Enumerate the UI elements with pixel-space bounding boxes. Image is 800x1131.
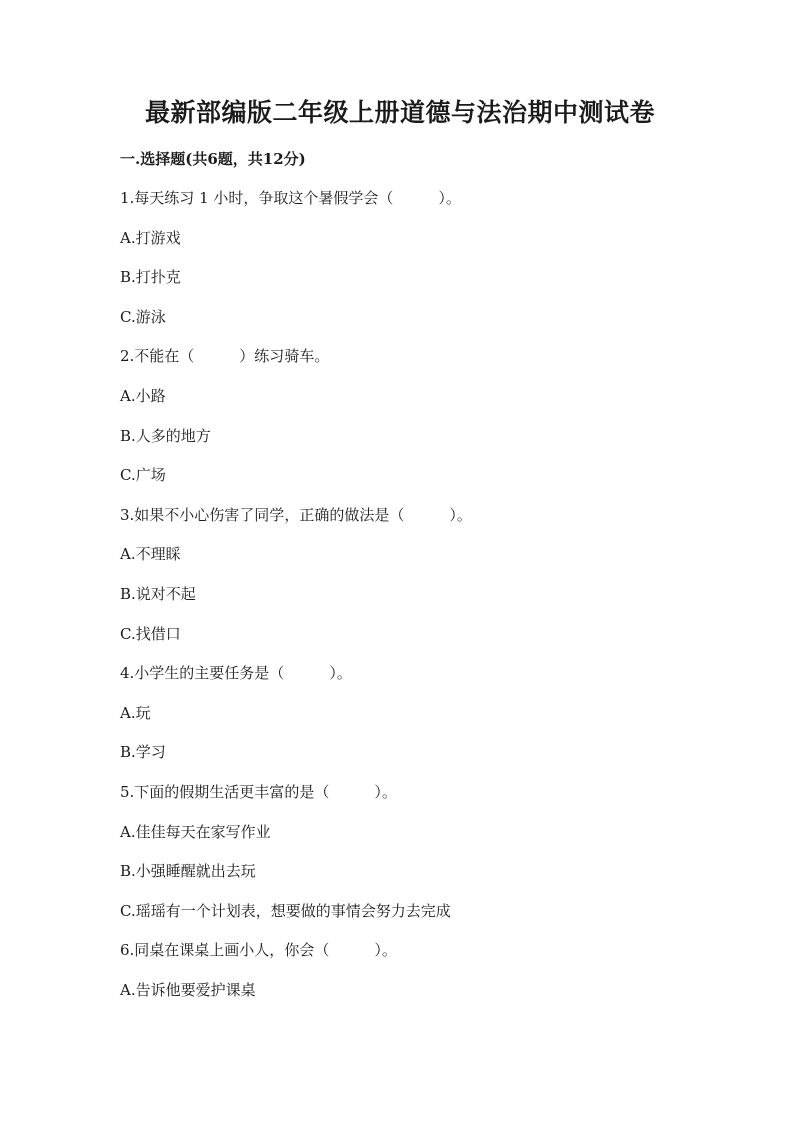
section-heading: 一.选择题(共6题，共12分) <box>120 150 306 168</box>
question-4-option-b: B.学习 <box>120 743 166 762</box>
question-3-stem: 3.如果不小心伤害了同学，正确的做法是（ ）。 <box>120 505 472 524</box>
question-3-option-b: B.说对不起 <box>120 584 196 603</box>
question-3-option-a: A.不理睬 <box>120 545 181 564</box>
question-4-stem: 4.小学生的主要任务是（ ）。 <box>120 664 352 683</box>
question-1-option-a: A.打游戏 <box>120 228 181 247</box>
page-title: 最新部编版二年级上册道德与法治期中测试卷 <box>144 98 655 127</box>
question-5-option-a: A.佳佳每天在家写作业 <box>120 822 271 841</box>
question-1-option-b: B.打扑克 <box>120 268 181 287</box>
question-2-stem: 2.不能在（ ）练习骑车。 <box>120 347 330 366</box>
question-6-option-a: A.告诉他要爱护课桌 <box>120 980 256 999</box>
question-4-option-a: A.玩 <box>120 703 151 722</box>
question-1-option-c: C.游泳 <box>120 307 166 326</box>
question-6-stem: 6.同桌在课桌上画小人，你会（ ）。 <box>120 941 397 960</box>
question-2-option-a: A.小路 <box>120 386 166 405</box>
question-2-option-b: B.人多的地方 <box>120 426 211 445</box>
question-5-stem: 5.下面的假期生活更丰富的是（ ）。 <box>120 782 397 801</box>
question-5-option-b: B.小强睡醒就出去玩 <box>120 862 256 881</box>
question-2-option-c: C.广场 <box>120 466 166 485</box>
question-1-stem: 1.每天练习 1 小时，争取这个暑假学会（ ）。 <box>120 189 461 207</box>
question-5-option-c: C.瑶瑶有一个计划表，想要做的事情会努力去完成 <box>120 901 451 920</box>
question-list <box>120 187 720 1018</box>
question-3-option-c: C.找借口 <box>120 624 181 643</box>
